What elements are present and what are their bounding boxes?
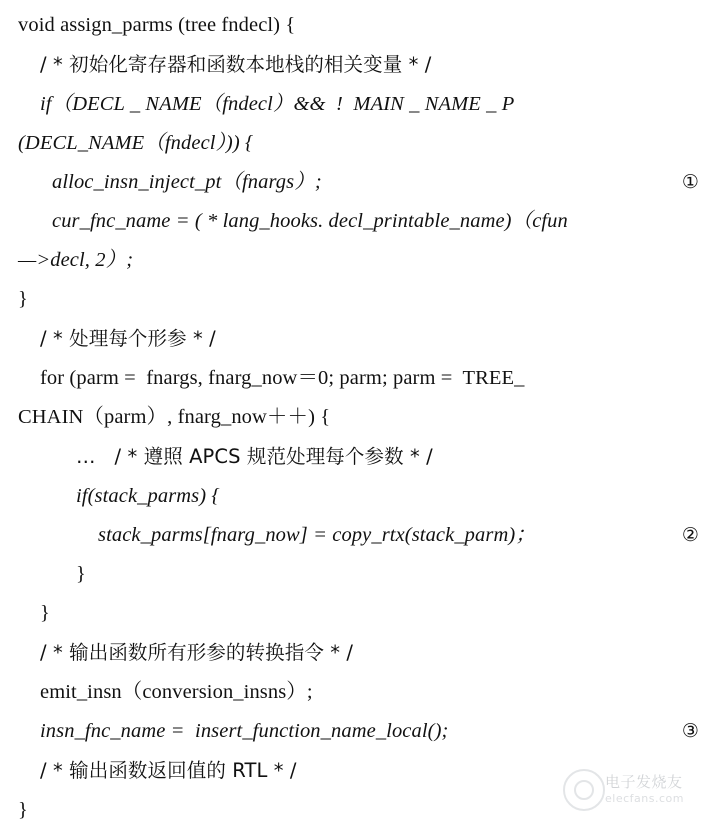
code-line (18, 280, 705, 319)
code-line-text: / * 输出函数所有形参的转换指令 * / (40, 641, 354, 664)
code-line-text: (DECL_NAME（fndecl）)) { (18, 132, 254, 154)
code-line (18, 633, 705, 673)
code-line-text: … / * 遵照 APCS 规范处理每个参数 * / (76, 445, 433, 468)
code-line (18, 202, 705, 241)
code-line-text: stack_parms[fnarg_now] = copy_rtx(stack_parm)； (98, 524, 536, 546)
circle-logo-icon (563, 769, 605, 811)
code-line-text: cur_fnc_name = ( * lang_hooks. decl_printable_name)（cfun (52, 210, 568, 232)
code-line-text: if（DECL _ NAME（fndecl）&& ! MAIN _ NAME _ P (40, 93, 515, 115)
code-line (18, 712, 705, 751)
code-line (18, 673, 705, 712)
code-line (18, 241, 705, 280)
code-line-text: if(stack_parms) { (76, 485, 220, 507)
code-line-text: —>decl, 2）; (18, 249, 134, 271)
code-line (18, 477, 705, 516)
code-line (18, 6, 705, 45)
code-line (18, 163, 705, 202)
code-line-text: void assign_parms (tree fndecl) { (18, 14, 296, 36)
line-marker: ② (681, 524, 699, 546)
code-line-text: for (parm = fnargs, fnarg_now＝0; parm; parm = TREE_ (40, 367, 525, 389)
code-line-text: / * 初始化寄存器和函数本地栈的相关变量 * / (40, 53, 432, 76)
code-line-text: CHAIN（parm）, fnarg_now＋＋) { (18, 406, 331, 428)
code-line (18, 45, 705, 85)
code-line (18, 85, 705, 124)
code-line-text: emit_insn（conversion_insns）; (40, 681, 313, 703)
code-line (18, 319, 705, 359)
code-line-text: } (18, 799, 28, 821)
code-line (18, 398, 705, 437)
code-line-text: insn_fnc_name = insert_function_name_local(); (40, 720, 449, 742)
line-marker: ① (681, 171, 699, 193)
code-line (18, 516, 705, 555)
code-line (18, 594, 705, 633)
watermark-name: 电子发烧友 (605, 773, 683, 791)
code-line-text: } (40, 602, 50, 624)
watermark (561, 767, 711, 813)
watermark-sub: elecfans.com (605, 792, 684, 805)
code-line (18, 124, 705, 163)
code-line-text: / * 处理每个形参 * / (40, 327, 216, 350)
code-line (18, 437, 705, 477)
code-line (18, 359, 705, 398)
code-line-text: } (76, 563, 86, 585)
code-line (18, 555, 705, 594)
code-line-text: alloc_insn_inject_pt（fnargs）; (52, 171, 322, 193)
line-marker: ③ (681, 720, 699, 742)
code-line-text: / * 输出函数返回值的 RTL * / (40, 759, 297, 782)
code-line-text: } (18, 288, 28, 310)
code-listing (0, 6, 719, 830)
